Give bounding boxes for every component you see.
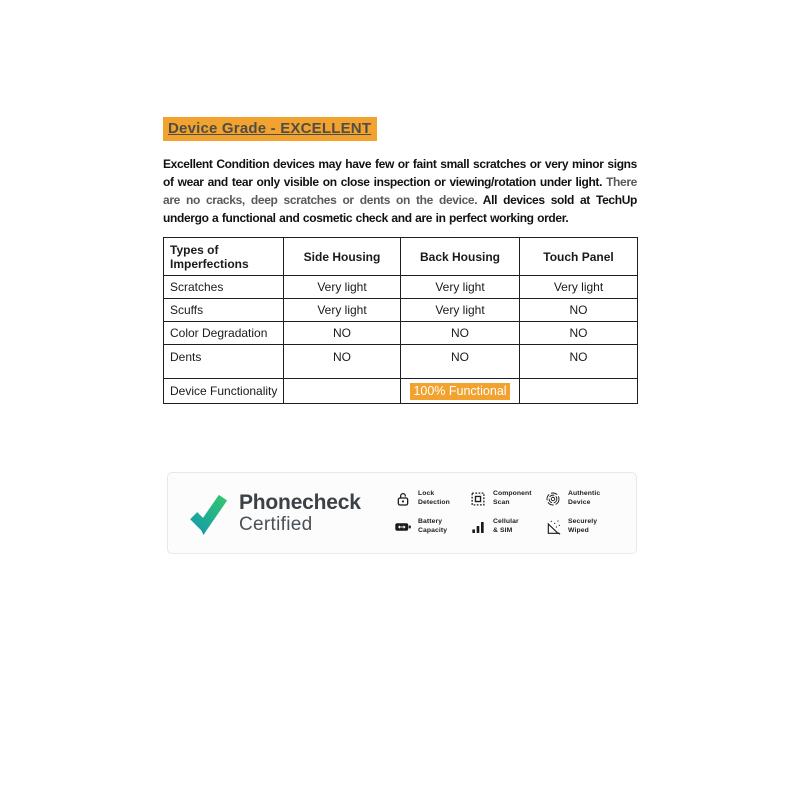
feature-lock-detection: [394, 490, 456, 508]
row-label: Device Functionality: [164, 379, 284, 404]
description-paragraph: [163, 155, 637, 227]
row-label: Color Degradation: [164, 322, 284, 345]
authentic-device-icon: [544, 491, 561, 508]
phonecheck-brand-name: Phonecheck: [239, 491, 361, 514]
row-label: Dents: [164, 345, 284, 379]
cell-value: [284, 379, 401, 404]
phonecheck-checkmark-icon: [189, 490, 229, 536]
cell-value: NO: [520, 345, 638, 379]
row-label: Scuffs: [164, 299, 284, 322]
table-row-scuffs: [164, 299, 638, 322]
cell-value: Very light: [401, 276, 520, 299]
column-header-types: Types of Imperfections: [164, 238, 284, 276]
cell-value: Very light: [401, 299, 520, 322]
component-scan-icon: [469, 491, 486, 508]
cell-value: NO: [284, 345, 401, 379]
cellular-sim-icon: [469, 518, 486, 535]
feature-authentic-device: [544, 490, 606, 508]
column-header-touch-panel: Touch Panel: [520, 238, 638, 276]
table-header-row: [164, 238, 638, 276]
feature-component-scan: [469, 490, 531, 508]
feature-label: Component Scan: [493, 490, 532, 507]
cell-value: NO: [284, 322, 401, 345]
cell-value: NO: [520, 299, 638, 322]
feature-cellular-sim: [469, 518, 531, 536]
certification-features: [394, 490, 606, 535]
cell-value: Very light: [520, 276, 638, 299]
cell-value: NO: [401, 322, 520, 345]
feature-label: Battery Capacity: [418, 518, 448, 534]
description-sentence-3: All devices sold at TechUp undergo a functional and cosmetic check and are in perfect working order.: [163, 193, 637, 225]
table-row-scratches: [164, 276, 638, 299]
row-label: Scratches: [164, 276, 284, 299]
feature-battery-capacity: [394, 518, 456, 536]
battery-capacity-icon: [394, 518, 411, 535]
imperfections-table: [163, 237, 638, 404]
description-sentence-2: There are no cracks, deep scratches or dents on the device.: [163, 175, 637, 207]
table-row-color-degradation: [164, 322, 638, 345]
document-content: [163, 104, 637, 404]
cell-value: NO: [520, 322, 638, 345]
cell-value: [401, 379, 520, 404]
phonecheck-brand-block: [239, 492, 361, 534]
securely-wiped-icon: [544, 518, 561, 535]
column-header-back-housing: Back Housing: [401, 238, 520, 276]
page-title-row: [163, 104, 637, 141]
cell-value: Very light: [284, 299, 401, 322]
cell-value: NO: [401, 345, 520, 379]
feature-securely-wiped: [544, 518, 606, 536]
functional-badge: 100% Functional: [410, 383, 509, 400]
column-header-side-housing: Side Housing: [284, 238, 401, 276]
phonecheck-certified-card: [167, 472, 637, 554]
feature-label: Lock Detection: [418, 490, 450, 507]
feature-label: Authentic Device: [568, 490, 601, 507]
page-title: Device Grade - EXCELLENT: [163, 117, 377, 141]
table-row-device-functionality: [164, 379, 638, 404]
certified-label: Certified: [239, 514, 313, 535]
cell-value: Very light: [284, 276, 401, 299]
table-row-dents: [164, 345, 638, 379]
lock-detection-icon: [394, 491, 411, 508]
description-sentence-1: Excellent Condition devices may have few or faint small scratches or very minor signs of wear and tear only visible on close inspection or viewing/rotation under light.: [163, 157, 637, 189]
feature-label: Cellular & SIM: [493, 518, 519, 534]
cell-value: [520, 379, 638, 404]
feature-label: Securely Wiped: [568, 518, 598, 534]
